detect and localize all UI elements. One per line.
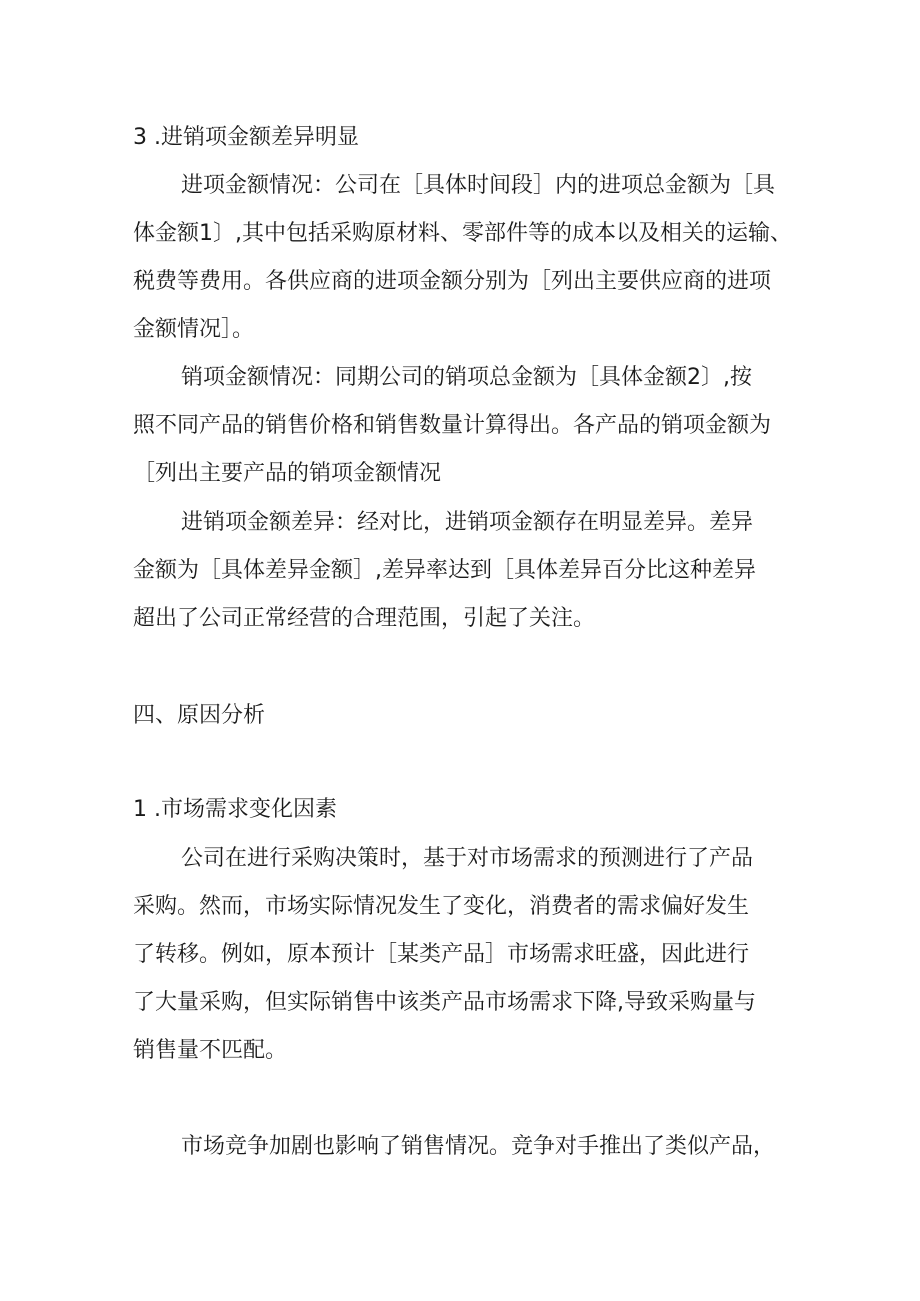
paragraph-line: 采购。然而，市场实际情况发生了变化，消费者的需求偏好发生 bbox=[133, 894, 750, 919]
chapter-heading: 四、原因分析 bbox=[133, 703, 266, 728]
paragraph-line: 销项金额情况：同期公司的销项总金额为［具体金额2〕,按 bbox=[181, 365, 752, 390]
paragraph-line: 公司在进行采购决策时，基于对市场需求的预测进行了产品 bbox=[181, 846, 754, 871]
paragraph-line: 进销项金额差异：经对比，进销项金额存在明显差异。差异 bbox=[181, 510, 754, 535]
paragraph-line: 金额为［具体差异金额］,差异率达到［具体差异百分比这种差异 bbox=[133, 558, 756, 583]
paragraph-line: 照不同产品的销售价格和销售数量计算得出。各产品的销项金额为 bbox=[133, 413, 772, 438]
section-heading: 3 .进销项金额差异明显 bbox=[133, 125, 359, 150]
paragraph-line: 了转移。例如，原本预计［某类产品］市场需求旺盛，因此进行 bbox=[133, 942, 750, 967]
paragraph-line: 进项金额情况：公司在［具体时间段］内的进项总金额为［具 bbox=[181, 173, 776, 198]
paragraph-line: 体金额1〕,其中包括采购原材料、零部件等的成本以及相关的运输、 bbox=[133, 221, 792, 246]
paragraph-line: ［列出主要产品的销项金额情况 bbox=[133, 461, 442, 486]
paragraph-line: 金额情况］。 bbox=[133, 317, 255, 342]
paragraph-line: 市场竞争加剧也影响了销售情况。竞争对手推出了类似产品， bbox=[181, 1134, 776, 1159]
paragraph-line: 销售量不匹配。 bbox=[133, 1038, 288, 1063]
subsection-heading: 1 .市场需求变化因素 bbox=[133, 797, 337, 822]
paragraph-line: 税费等费用。各供应商的进项金额分别为［列出主要供应商的进项 bbox=[133, 269, 772, 294]
paragraph-line: 了大量采购，但实际销售中该类产品市场需求下降,导致采购量与 bbox=[133, 990, 756, 1015]
paragraph-line: 超出了公司正常经营的合理范围，引起了关注。 bbox=[133, 606, 596, 631]
